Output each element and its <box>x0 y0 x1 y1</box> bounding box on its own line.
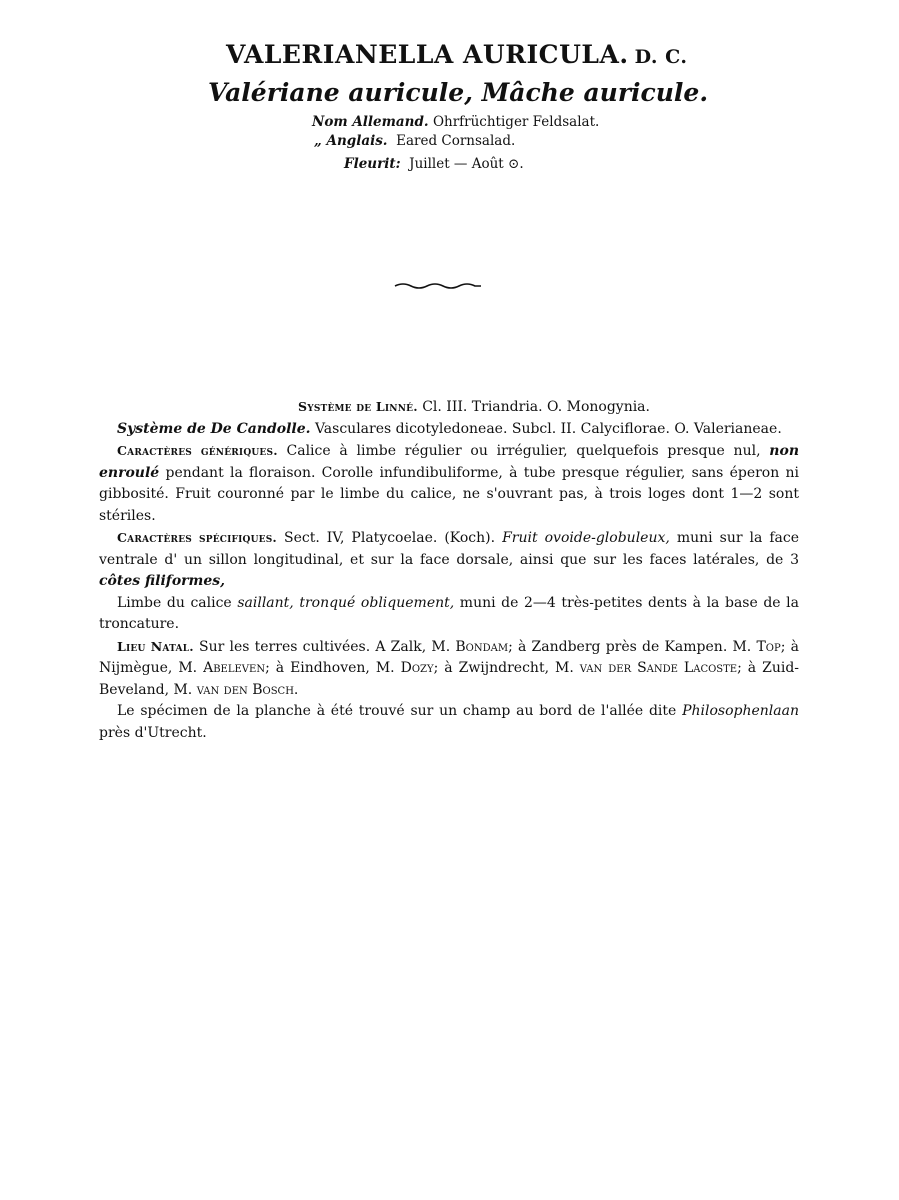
collector-name: van der Sande Lacoste <box>579 660 738 676</box>
native-place-paragraph <box>99 636 799 702</box>
description-text <box>99 396 799 744</box>
french-common-names: Valériane auricule, Mâche auricule. <box>208 78 709 107</box>
specimen-text-1: Le spécimen de la planche à été trouvé sur un champ au bord de l'allée dite <box>117 703 677 719</box>
english-value: Eared Cornsalad. <box>396 133 516 149</box>
specific-italic-1: Fruit ovoide-globuleux, <box>502 530 670 546</box>
native-place-text-1: Sur les terres cultivées. A Zalk, M. <box>199 638 451 655</box>
collector-name: Dozy <box>400 660 434 676</box>
specimen-italic: Philosophenlaan <box>682 703 799 719</box>
specific-italic-2: côtes filiformes, <box>99 573 226 589</box>
generic-italic: non enroulé <box>99 443 799 481</box>
english-name-row <box>312 132 599 151</box>
generic-text-1: Calice à limbe régulier ou irrégulier, quelquefois presque nul, <box>286 443 761 459</box>
native-place-text-5: ; à Zwijndrecht, M. <box>433 660 574 676</box>
german-value: Ohrfrüchtiger Feldsalat. <box>432 114 600 130</box>
specific-label: Caractères spécifiques. <box>117 530 277 545</box>
flowering-value: Juillet — Août ⊙. <box>409 156 524 172</box>
english-label: „ Anglais. <box>314 133 388 149</box>
limbe-italic: saillant, tronqué obliquement, <box>237 594 455 611</box>
linne-label: Système de Linné. <box>298 399 418 414</box>
specific-text-2: muni sur la face ventrale d' un sillon longitudinal, et sur la face dorsale, ainsi que sur les faces latérales, de 3 <box>99 530 800 568</box>
native-place-text-7: . <box>293 681 299 698</box>
limbe-text-1: Limbe du calice <box>117 594 232 611</box>
candolle-system-line <box>99 419 799 441</box>
native-place-text-3: ; à Nijmègue, M. <box>99 638 799 676</box>
collector-name: Abeleven <box>203 660 266 676</box>
german-label: Nom Allemand. <box>312 114 429 130</box>
linne-system-line <box>99 396 799 419</box>
limbe-text-2: muni de 2—4 très-petites dents à la base de la troncature. <box>99 594 800 632</box>
flowering-label: Fleurit: <box>344 156 401 172</box>
native-place-label: Lieu Natal. <box>117 638 194 654</box>
generic-characters-paragraph <box>99 440 799 527</box>
generic-label: Caractères génériques. <box>117 443 278 458</box>
collector-name: van den Bosch <box>196 681 294 698</box>
limbe-paragraph <box>99 593 799 636</box>
specific-text-1: Sect. IV, Platycoelae. (Koch). <box>283 530 496 546</box>
collector-name: Top <box>756 638 781 655</box>
specimen-text-2: près d'Utrecht. <box>99 724 207 741</box>
specific-characters-paragraph <box>99 527 799 593</box>
species-name: VALERIANELLA AURICULA. <box>226 40 629 69</box>
candolle-label: Système de De Candolle. <box>117 420 311 437</box>
linne-text: Cl. III. Triandria. O. Monogynia. <box>422 399 650 415</box>
species-title <box>226 40 688 69</box>
german-name-row <box>312 113 599 132</box>
collector-name: Bondam <box>455 638 509 655</box>
native-place-text-4: ; à Eindhoven, M. <box>265 660 395 676</box>
generic-text-2: pendant la floraison. Corolle infundibuliforme, à tube presque régulier, sans éperon ni gibbosité. Fruit couronné par le limbe du calice, ne s'ouvrant pas, à trois loges dont 1—2 sont stériles. <box>99 464 799 524</box>
species-authority: D. C. <box>634 46 688 68</box>
common-names-block <box>312 113 599 174</box>
candolle-text: Vasculares dicotyledoneae. Subcl. II. Calyciflorae. O. Valerianeae. <box>314 420 782 437</box>
specimen-paragraph <box>99 701 799 744</box>
flowering-row <box>312 155 599 174</box>
native-place-text-6: ; à Zuid-Beveland, M. <box>99 660 800 698</box>
ornamental-divider <box>393 280 483 290</box>
native-place-text-2: ; à Zandberg près de Kampen. M. <box>508 638 752 655</box>
